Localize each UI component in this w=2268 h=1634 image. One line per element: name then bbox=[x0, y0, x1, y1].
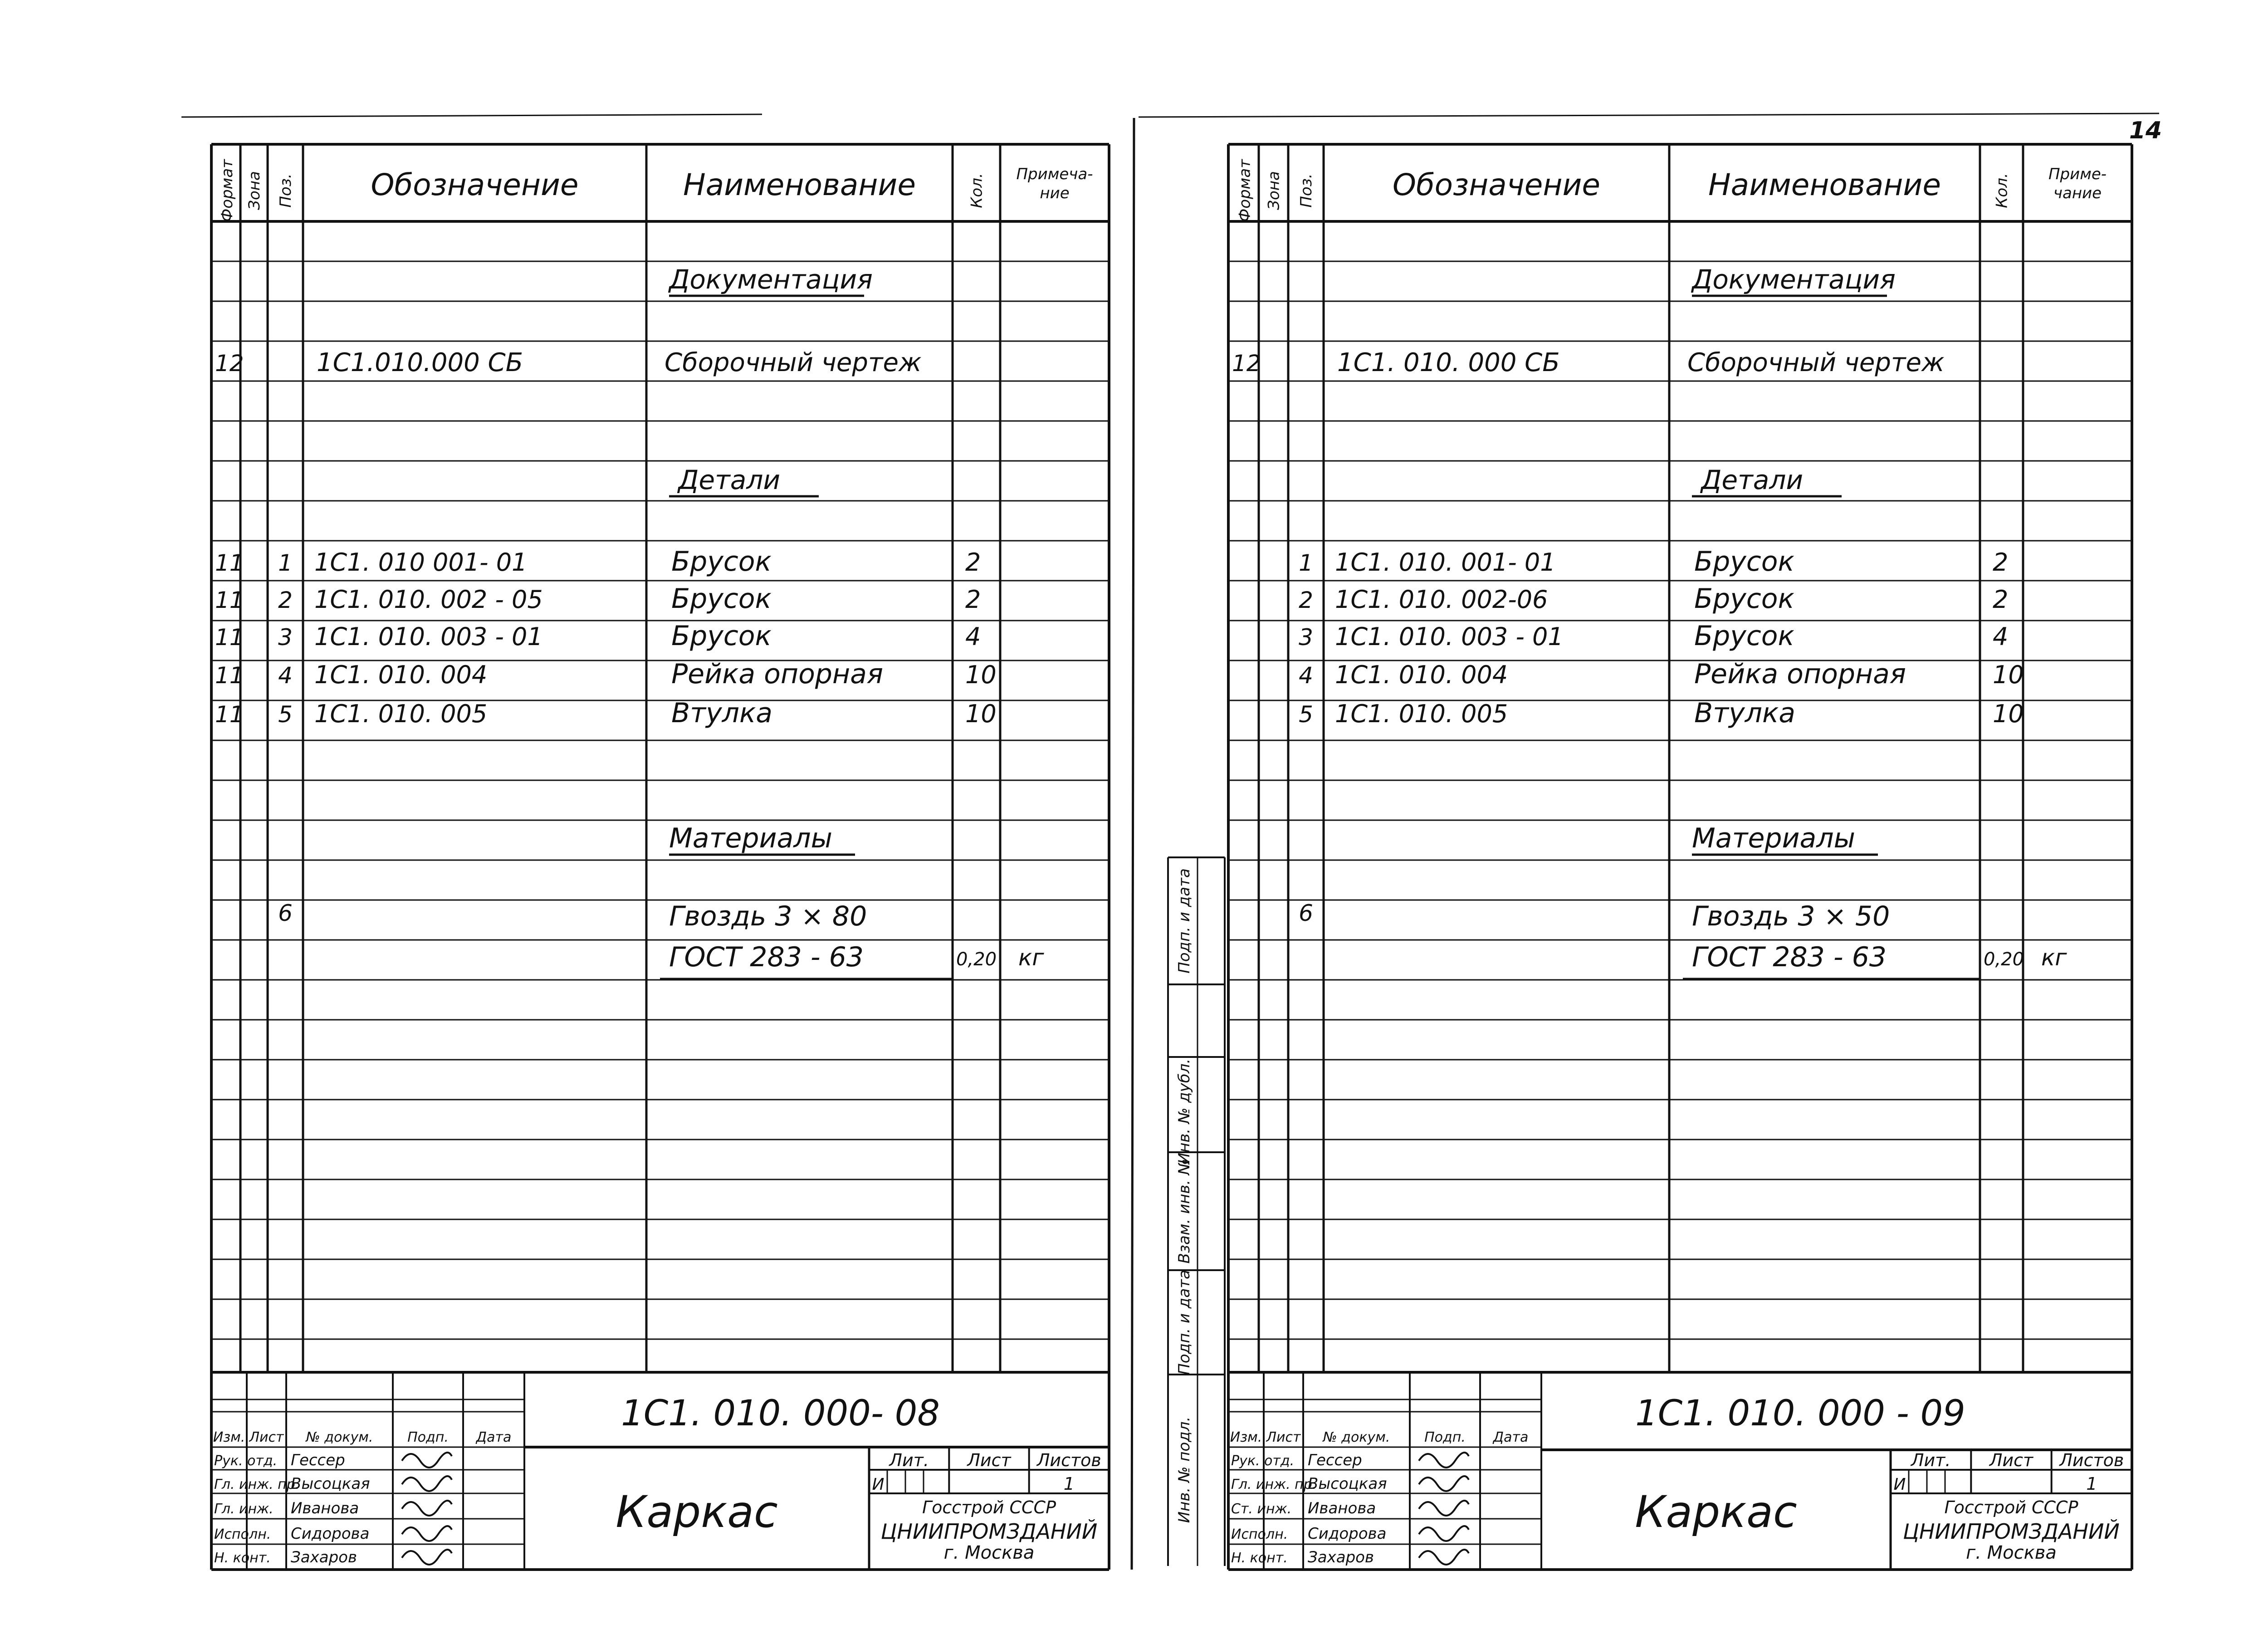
part-position: 2 bbox=[278, 587, 293, 613]
part-quantity: 2 bbox=[1993, 548, 2009, 577]
header-format: Формат bbox=[1236, 159, 1254, 222]
header-zone: Зона bbox=[245, 171, 264, 210]
part-name: Брусок bbox=[671, 620, 772, 652]
header-zone: Зона bbox=[1265, 171, 1283, 210]
part-position: 5 bbox=[1299, 701, 1313, 728]
stamp-name: Сидорова bbox=[1308, 1525, 1387, 1543]
part-designation: 1С1. 010. 002-06 bbox=[1335, 585, 1548, 614]
part-format: 11 bbox=[215, 587, 244, 613]
stamp-name: Иванова bbox=[1308, 1499, 1376, 1517]
part-position: 3 bbox=[278, 624, 293, 651]
stamp-header: Лист bbox=[1266, 1429, 1301, 1445]
part-name: Брусок bbox=[1694, 583, 1794, 615]
docs-name: Сборочный чертеж bbox=[1687, 348, 1945, 377]
part-quantity: 2 bbox=[965, 585, 981, 614]
side-stamp-label: Инв. № дубл. bbox=[1175, 1058, 1193, 1164]
stamp-name: Иванова bbox=[291, 1499, 359, 1517]
signature-mark bbox=[1419, 1550, 1469, 1565]
signature-mark bbox=[1419, 1501, 1469, 1516]
part-name: Брусок bbox=[671, 546, 772, 577]
stamp-name: Высоцкая bbox=[291, 1475, 370, 1493]
header-pos: Поз. bbox=[1297, 173, 1315, 208]
stamp-lit-label: Лит. bbox=[889, 1450, 929, 1470]
part-quantity: 10 bbox=[965, 700, 997, 728]
material-unit: кг bbox=[2041, 944, 2067, 971]
docs-format: 12 bbox=[1232, 350, 1261, 377]
part-position: 2 bbox=[1299, 587, 1313, 613]
part-position: 4 bbox=[1299, 662, 1313, 689]
document-code: 1С1. 010. 000 - 09 bbox=[1635, 1393, 1965, 1434]
part-quantity: 4 bbox=[1993, 622, 2009, 651]
stamp-lit-value: И bbox=[1893, 1475, 1906, 1494]
docs-designation: 1С1. 010. 000 СБ bbox=[1337, 348, 1560, 377]
stamp-header: Дата bbox=[476, 1429, 512, 1445]
material-standard: ГОСТ 283 - 63 bbox=[1692, 941, 1887, 973]
org-line-3: г. Москва bbox=[943, 1542, 1035, 1563]
material-quantity: 0,20 bbox=[1984, 949, 2024, 970]
part-quantity: 4 bbox=[965, 622, 981, 651]
side-stamp-label: Подп. и дата bbox=[1175, 1270, 1193, 1375]
stamp-role: Исполн. bbox=[214, 1526, 271, 1542]
header-pos: Поз. bbox=[277, 173, 295, 208]
part-format: 11 bbox=[215, 662, 244, 689]
stamp-header: Лист bbox=[249, 1429, 284, 1445]
material-position: 6 bbox=[278, 900, 293, 926]
stamp-name: Сидорова bbox=[291, 1525, 370, 1543]
org-line-1: Госстрой СССР bbox=[922, 1497, 1056, 1517]
section-details: Детали bbox=[678, 465, 781, 495]
side-stamp-label: Взам. инв. № bbox=[1175, 1159, 1193, 1264]
org-line-2: ЦНИИПРОМЗДАНИЙ bbox=[880, 1519, 1098, 1544]
header-designation: Обозначение bbox=[371, 167, 579, 202]
stamp-sheets-value: 1 bbox=[1063, 1474, 1075, 1494]
signature-mark bbox=[402, 1550, 452, 1565]
part-quantity: 2 bbox=[1993, 585, 2009, 614]
header-name: Наименование bbox=[683, 167, 916, 202]
top-border-right bbox=[1139, 113, 2159, 117]
stamp-role: Н. конт. bbox=[214, 1550, 271, 1566]
part-name: Брусок bbox=[1694, 546, 1794, 577]
binding-fold-line bbox=[1132, 118, 1134, 1570]
section-documentation: Документация bbox=[669, 264, 873, 295]
part-designation: 1С1. 010. 002 - 05 bbox=[314, 585, 543, 614]
part-position: 3 bbox=[1299, 624, 1313, 651]
stamp-role: Ст. инж. bbox=[1231, 1501, 1292, 1517]
org-line-3: г. Москва bbox=[1966, 1542, 2057, 1563]
stamp-header: № докум. bbox=[306, 1429, 373, 1445]
stamp-name: Гессер bbox=[291, 1451, 345, 1469]
part-format: 11 bbox=[215, 624, 244, 651]
page-number: 14 bbox=[2129, 117, 2162, 144]
signature-mark bbox=[402, 1476, 452, 1491]
drawing-title: Каркас bbox=[616, 1487, 778, 1537]
part-position: 5 bbox=[278, 701, 293, 728]
part-position: 4 bbox=[278, 662, 293, 689]
stamp-role: Исполн. bbox=[1231, 1526, 1288, 1542]
stamp-header: Подп. bbox=[1424, 1429, 1466, 1445]
material-position: 6 bbox=[1299, 900, 1313, 926]
part-designation: 1С1. 010. 005 bbox=[1335, 700, 1508, 728]
part-format: 11 bbox=[215, 701, 244, 728]
top-border-left bbox=[181, 114, 762, 117]
stamp-role: Гл. инж. пр. bbox=[1231, 1477, 1317, 1492]
part-name: Рейка опорная bbox=[1694, 658, 1906, 690]
part-designation: 1С1. 010. 004 bbox=[314, 660, 488, 689]
stamp-sheets-label: Листов bbox=[1036, 1450, 1101, 1470]
header-note: Приме-чание bbox=[2048, 165, 2107, 202]
signature-mark bbox=[1419, 1476, 1469, 1491]
material-name: Гвоздь 3 × 80 bbox=[669, 900, 867, 932]
part-designation: 1С1. 010. 001- 01 bbox=[1335, 548, 1556, 577]
part-name: Брусок bbox=[1694, 620, 1794, 652]
part-format: 11 bbox=[215, 550, 244, 576]
part-position: 1 bbox=[278, 550, 293, 576]
header-format: Формат bbox=[218, 159, 236, 222]
signature-mark bbox=[402, 1501, 452, 1516]
part-quantity: 10 bbox=[1993, 700, 2024, 728]
stamp-sheets-value: 1 bbox=[2086, 1474, 2097, 1494]
signature-mark bbox=[402, 1453, 452, 1468]
document-code: 1С1. 010. 000- 08 bbox=[621, 1393, 940, 1434]
part-designation: 1С1. 010 001- 01 bbox=[314, 548, 528, 577]
stamp-sheet-label: Лист bbox=[967, 1450, 1011, 1470]
part-designation: 1С1. 010. 004 bbox=[1335, 660, 1508, 689]
part-designation: 1С1. 010. 003 - 01 bbox=[314, 622, 543, 651]
stamp-sheet-label: Лист bbox=[1989, 1450, 2033, 1470]
docs-name: Сборочный чертеж bbox=[665, 348, 922, 377]
stamp-header: Изм. bbox=[213, 1429, 245, 1445]
stamp-role: Рук. отд. bbox=[1231, 1453, 1295, 1469]
drawing-title: Каркас bbox=[1635, 1487, 1797, 1537]
docs-designation: 1С1.010.000 СБ bbox=[317, 348, 523, 377]
stamp-name: Захаров bbox=[291, 1548, 357, 1566]
part-name: Втулка bbox=[671, 697, 772, 729]
material-quantity: 0,20 bbox=[956, 949, 997, 970]
part-designation: 1С1. 010. 005 bbox=[314, 700, 488, 728]
header-name: Наименование bbox=[1708, 167, 1941, 202]
stamp-name: Высоцкая bbox=[1308, 1475, 1387, 1493]
part-position: 1 bbox=[1299, 550, 1313, 576]
part-name: Втулка bbox=[1694, 697, 1795, 729]
material-name: Гвоздь 3 × 50 bbox=[1692, 900, 1890, 932]
stamp-lit-value: И bbox=[872, 1475, 885, 1494]
stamp-header: № докум. bbox=[1323, 1429, 1390, 1445]
header-qty: Кол. bbox=[1993, 173, 2011, 208]
stamp-role: Н. конт. bbox=[1231, 1550, 1288, 1566]
stamp-lit-label: Лит. bbox=[1911, 1450, 1951, 1470]
part-quantity: 10 bbox=[1993, 660, 2024, 689]
material-unit: кг bbox=[1018, 944, 1044, 971]
signature-mark bbox=[1419, 1453, 1469, 1468]
header-qty: Кол. bbox=[968, 173, 986, 208]
signature-mark bbox=[402, 1526, 452, 1541]
part-quantity: 10 bbox=[965, 660, 997, 689]
stamp-sheets-label: Листов bbox=[2059, 1450, 2124, 1470]
side-stamp-label: Инв. № подл. bbox=[1175, 1416, 1193, 1523]
stamp-header: Подп. bbox=[407, 1429, 449, 1445]
part-quantity: 2 bbox=[965, 548, 981, 577]
stamp-role: Рук. отд. bbox=[214, 1453, 278, 1469]
section-materials: Материалы bbox=[1692, 822, 1855, 854]
header-note: Примеча-ние bbox=[1016, 165, 1093, 202]
part-name: Брусок bbox=[671, 583, 772, 615]
signature-mark bbox=[1419, 1526, 1469, 1541]
material-standard: ГОСТ 283 - 63 bbox=[669, 941, 864, 973]
section-details: Детали bbox=[1701, 465, 1804, 495]
part-designation: 1С1. 010. 003 - 01 bbox=[1335, 622, 1564, 651]
org-line-2: ЦНИИПРОМЗДАНИЙ bbox=[1903, 1519, 2120, 1544]
stamp-name: Захаров bbox=[1308, 1548, 1374, 1566]
part-name: Рейка опорная bbox=[671, 658, 883, 690]
stamp-name: Гессер bbox=[1308, 1451, 1362, 1469]
section-materials: Материалы bbox=[669, 822, 832, 854]
stamp-role: Гл. инж. пр. bbox=[214, 1477, 300, 1492]
stamp-header: Изм. bbox=[1230, 1429, 1262, 1445]
header-designation: Обозначение bbox=[1393, 167, 1600, 202]
stamp-header: Дата bbox=[1493, 1429, 1529, 1445]
side-stamp-label: Подп. и дата bbox=[1175, 868, 1193, 974]
docs-format: 12 bbox=[215, 350, 244, 377]
stamp-role: Гл. инж. bbox=[214, 1501, 274, 1517]
org-line-1: Госстрой СССР bbox=[1944, 1497, 2078, 1517]
section-documentation: Документация bbox=[1692, 264, 1896, 295]
